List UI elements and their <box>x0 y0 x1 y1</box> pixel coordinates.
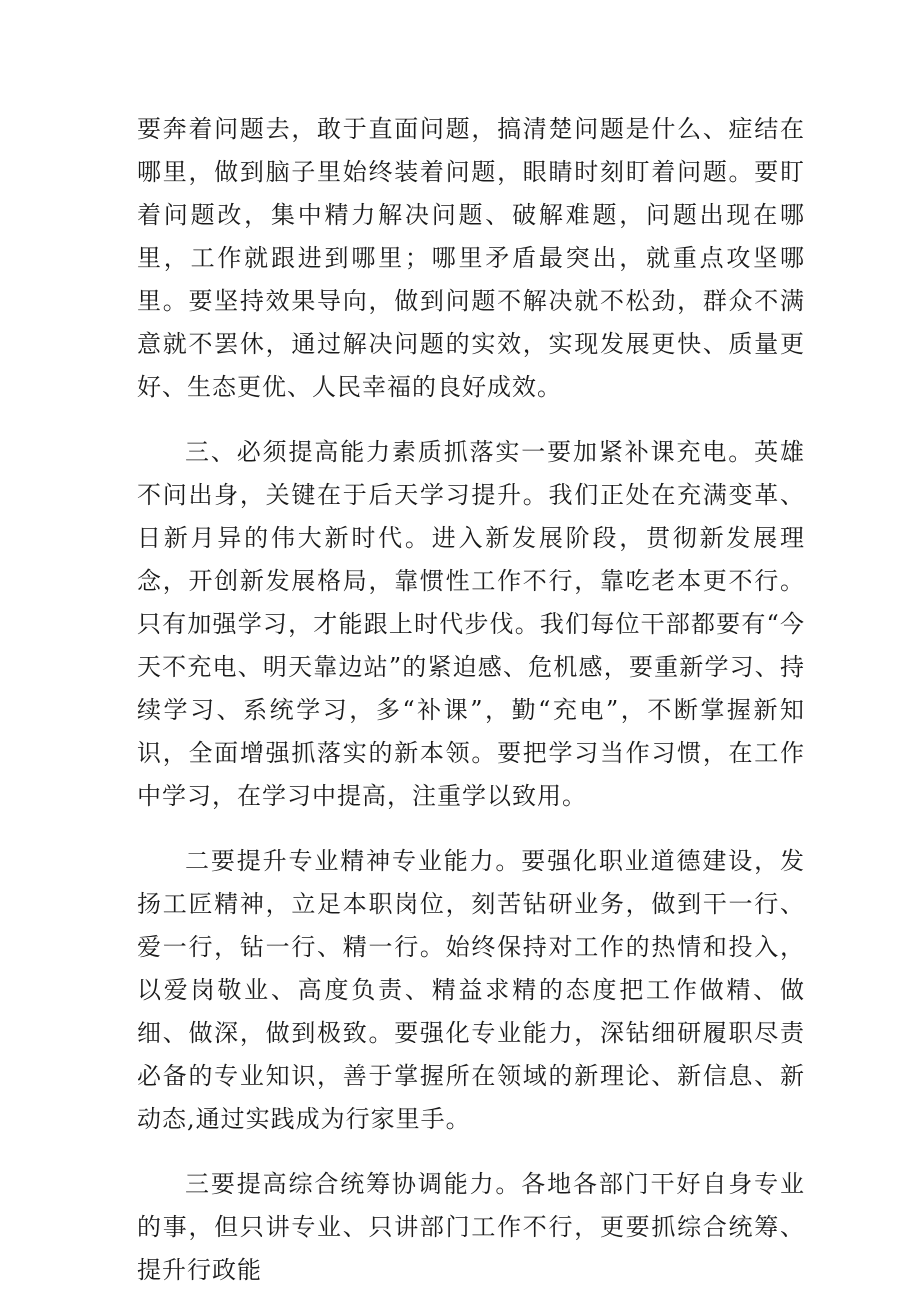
paragraph-1: 要奔着问题去，敢于直面问题，搞清楚问题是什么、症结在哪里，做到脑子里始终装着问题，眼睛时刻盯着问题。要盯着问题改，集中精力解决问题、破解难题，问题出现在哪里，工作就跟进到哪里；哪里矛盾最突出，就重点攻坚哪里。要坚持效果导向，做到问题不解决就不松劲，群众不满意就不罢休，通过解决问题的实效，实现发展更快、质量更好、生态更优、人民幸福的良好成效。 <box>137 115 805 401</box>
paragraph-4: 三要提高综合统筹协调能力。各地各部门干好自身专业的事，但只讲专业、只讲部门工作不行，更要抓综合统筹、提升行政能 <box>137 1170 805 1284</box>
paragraph-2: 三、必须提高能力素质抓落实一要加紧补课充电。英雄不问出身，关键在于后天学习提升。我们正处在充满变革、日新月异的伟大新时代。进入新发展阶段，贯彻新发展理念，开创新发展格局，靠惯性工作不行，靠吃老本更不行。只有加强学习，才能跟上时代步伐。我们每位干部都要有“今天不充电、明天靠边站”的紧迫感、危机感，要重新学习、持续学习、系统学习，多“补课”，勤“充电”，不断掌握新知识，全面增强抓落实的新本领。要把学习当作习惯，在工作中学习，在学习中提高，注重学以致用。 <box>137 438 805 810</box>
document-body <box>137 108 805 1314</box>
paragraph-3: 二要提升专业精神专业能力。要强化职业道德建设，发扬工匠精神，立足本职岗位，刻苦钻研业务，做到干一行、爱一行，钻一行、精一行。始终保持对工作的热情和投入，以爱岗敬业、高度负责、精益求精的态度把工作做精、做细、做深，做到极致。要强化专业能力，深钻细研履职尽责必备的专业知识，善于掌握所在领域的新理论、新信息、新动态,通过实践成为行家里手。 <box>137 847 805 1133</box>
